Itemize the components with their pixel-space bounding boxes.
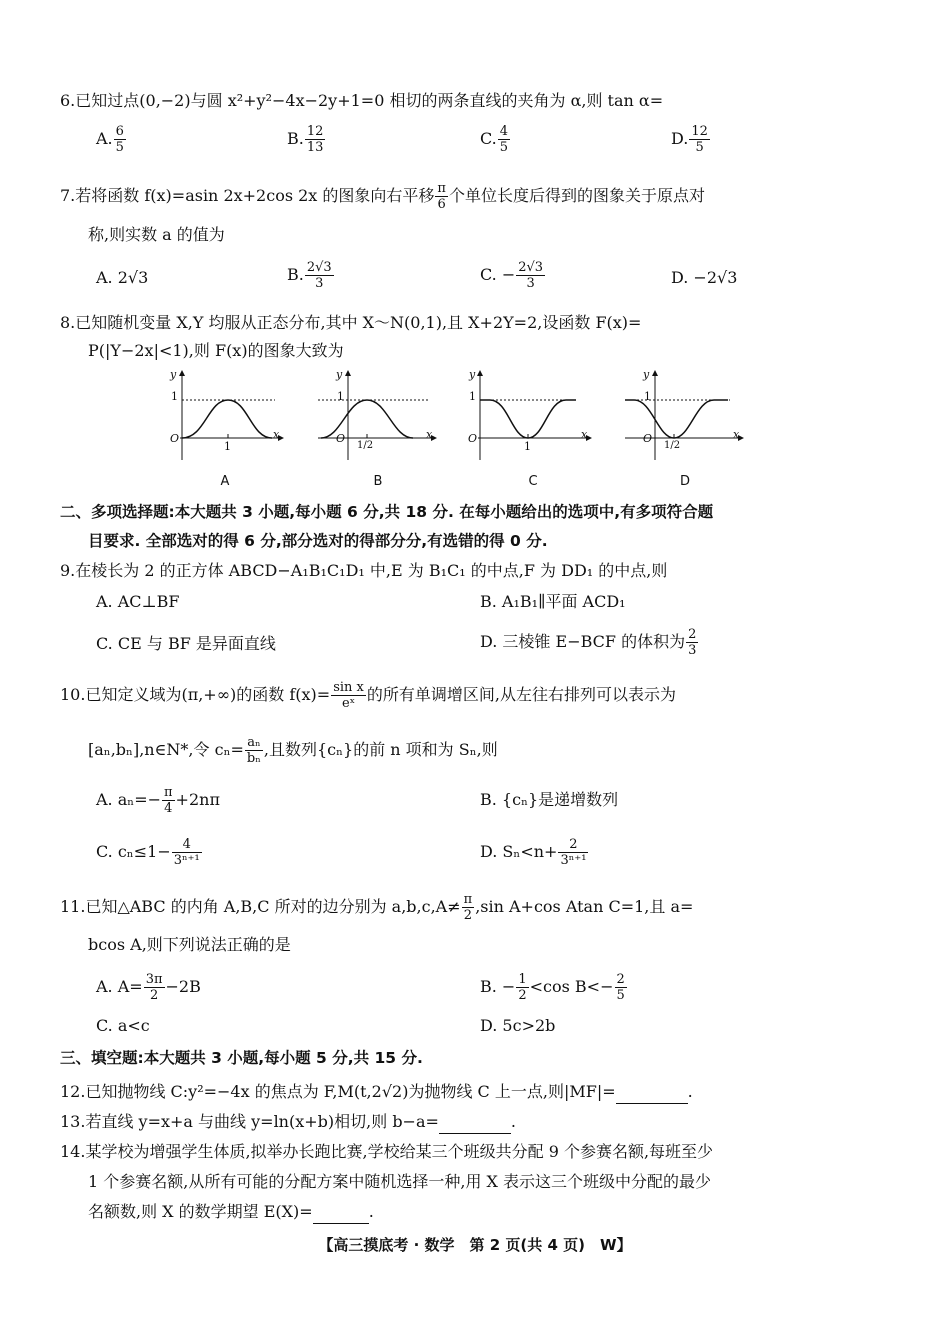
q6-option-d: D. $\frac{12}{5}$ bbox=[671, 124, 708, 155]
axis-y-label: y bbox=[469, 368, 476, 381]
q7-stem: 7.若将函数 f(x)=asin 2x+2cos 2x 的图象向右平移 $\frac{\pi}{6}$ 个单位长度后得到的图象关于原点对 bbox=[60, 181, 705, 212]
graph-a bbox=[160, 368, 290, 498]
q6-stem: 6.已知过点(0,−2)与圆 x²+y²−4x−2y+1=0 相切的两条直线的夹角为 α,则 tan α= bbox=[60, 91, 664, 110]
axis-y-label: y bbox=[643, 368, 650, 381]
q11-option-b: B. − $\frac{1}{2}$ <cos B<− $\frac{2}{5}$ bbox=[480, 972, 625, 1003]
q14-stem: 14.某学校为增强学生体质,拟举办长跑比赛,学校给某三个班级共分配 9 个参赛名额,每班至少 bbox=[60, 1142, 714, 1161]
graph-b bbox=[313, 368, 443, 498]
axis-x-label: x bbox=[733, 428, 740, 441]
q10-option-b: B. {cₙ}是递增数列 bbox=[480, 790, 619, 809]
graph-label: A bbox=[220, 474, 230, 489]
graph-label: B bbox=[373, 474, 383, 489]
q9-option-b: B. A₁B₁∥平面 ACD₁ bbox=[480, 592, 626, 611]
graph-label: C bbox=[528, 474, 538, 489]
axis-y-label: y bbox=[336, 368, 343, 381]
q11-option-d: D. 5c>2b bbox=[480, 1016, 556, 1035]
q11-option-a: A. A= $\frac{3\pi}{2}$ −2B bbox=[96, 972, 201, 1003]
origin-label: O bbox=[336, 432, 346, 445]
q8-graphs bbox=[150, 368, 750, 498]
answer-blank[interactable] bbox=[616, 1085, 688, 1104]
q9-option-d: D. 三棱锥 E−BCF 的体积为 $\frac{2}{3}$ bbox=[480, 627, 697, 658]
tick-one: 1 bbox=[337, 390, 344, 403]
section2-heading-cont: 目要求. 全部选对的得 6 分,部分选对的得部分分,有选错的得 0 分. bbox=[88, 532, 548, 550]
q10-option-a: A. aₙ=− $\frac{\pi}{4}$ +2nπ bbox=[96, 785, 220, 816]
answer-blank[interactable] bbox=[439, 1115, 511, 1134]
q12: 12.已知抛物线 C:y²=−4x 的焦点为 F,M(t,2√2)为抛物线 C 上一点,则|MF|= . bbox=[60, 1080, 860, 1104]
q10-option-c: C. cₙ≤1− $\frac{4}{\text{3ⁿ⁺¹}}$ bbox=[96, 837, 200, 868]
q14-stem-end: 名额数,则 X 的数学期望 E(X)= . bbox=[88, 1200, 860, 1224]
q8-stem-cont: P(|Y−2x|<1),则 F(x)的图象大致为 bbox=[88, 341, 344, 360]
q6-option-a: A. $\frac{6}{5}$ bbox=[96, 124, 124, 155]
q6-option-b: B. $\frac{12}{13}$ bbox=[287, 124, 324, 155]
axis-x-label: x bbox=[581, 428, 588, 441]
section3-heading: 三、填空题:本大题共 3 小题,每小题 5 分,共 15 分. bbox=[60, 1049, 423, 1067]
tick-x: 1 bbox=[224, 440, 231, 453]
q9-option-c: C. CE 与 BF 是异面直线 bbox=[96, 634, 276, 653]
graph-c bbox=[468, 368, 598, 498]
q9-stem: 9.在棱长为 2 的正方体 ABCD−A₁B₁C₁D₁ 中,E 为 B₁C₁ 的中点,F 为 DD₁ 的中点,则 bbox=[60, 561, 668, 580]
origin-label: O bbox=[643, 432, 653, 445]
tick-one: 1 bbox=[469, 390, 476, 403]
q6-option-c: C. $\frac{4}{5}$ bbox=[480, 124, 509, 155]
answer-blank[interactable] bbox=[313, 1205, 369, 1224]
tick-x: 1/2 bbox=[357, 440, 374, 451]
q13: 13.若直线 y=x+a 与曲线 y=ln(x+b)相切,则 b−a= . bbox=[60, 1110, 860, 1134]
q14-stem-cont: 1 个参赛名额,从所有可能的分配方案中随机选择一种,用 X 表示这三个班级中分配的最少 bbox=[88, 1172, 712, 1191]
graph-label: D bbox=[679, 474, 690, 489]
q7-option-a: A. 2√3 bbox=[96, 268, 149, 287]
q8-stem: 8.已知随机变量 X,Y 均服从正态分布,其中 X～N(0,1),且 X+2Y=2,设函数 F(x)= bbox=[60, 313, 642, 332]
axis-x-label: x bbox=[426, 428, 433, 441]
q7-option-b: B. $\frac{2√3}{3}$ bbox=[287, 260, 332, 291]
origin-label: O bbox=[468, 432, 478, 445]
section2-heading: 二、多项选择题:本大题共 3 小题,每小题 6 分,共 18 分. 在每小题给出的选项中,有多项符合题 bbox=[60, 503, 714, 521]
q7-stem-cont: 称,则实数 a 的值为 bbox=[88, 225, 225, 244]
q7-option-d: D. −2√3 bbox=[671, 268, 738, 287]
q10-option-d: D. Sₙ<n+ $\frac{2}{\text{3ⁿ⁺¹}}$ bbox=[480, 837, 587, 868]
q10-stem: 10.已知定义域为(π,+∞)的函数 f(x)= $\frac{\text{sin x}}{\text{eˣ}}$ 的所有单调增区间,从左往右排列可以表示为 bbox=[60, 680, 676, 711]
tick-one: 1 bbox=[644, 390, 651, 403]
axis-x-label: x bbox=[273, 428, 280, 441]
page-footer: 【高三摸底考 · 数学 第 2 页(共 4 页) W】 bbox=[318, 1236, 632, 1254]
origin-label: O bbox=[170, 432, 180, 445]
tick-one: 1 bbox=[171, 390, 178, 403]
axis-y-label: y bbox=[170, 368, 177, 381]
q11-stem: 11.已知△ABC 的内角 A,B,C 所对的边分别为 a,b,c,A≠ $\frac{\pi}{2}$ ,sin A+cos Atan C=1,且 a= bbox=[60, 892, 694, 923]
q11-stem-cont: bcos A,则下列说法正确的是 bbox=[88, 935, 291, 954]
tick-x: 1/2 bbox=[664, 440, 681, 451]
tick-x: 1 bbox=[524, 440, 531, 453]
q10-stem-cont: [aₙ,bₙ],n∈N*,令 cₙ= $\frac{\text{aₙ}}{\text{bₙ}}$ ,且数列{cₙ}的前 n 项和为 Sₙ,则 bbox=[88, 735, 498, 766]
q7-option-c: C. − $\frac{2√3}{3}$ bbox=[480, 260, 544, 291]
q11-option-c: C. a<c bbox=[96, 1016, 150, 1035]
q9-option-a: A. AC⊥BF bbox=[96, 592, 180, 611]
graph-d bbox=[620, 368, 750, 498]
